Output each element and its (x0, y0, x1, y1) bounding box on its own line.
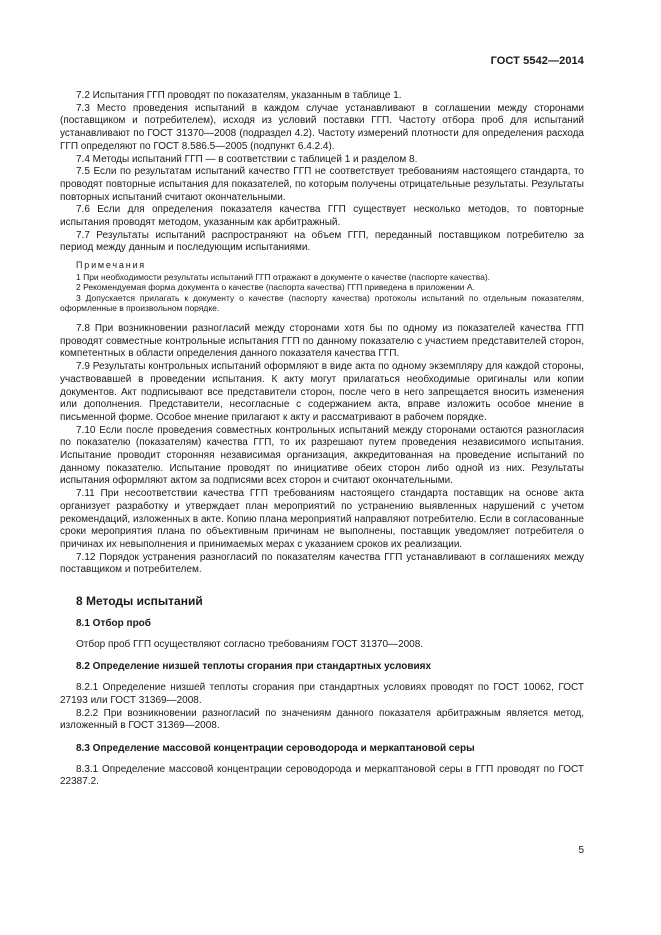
note-3: 3 Допускается прилагать к документу о качестве (паспорту качества) протоколы испытаний по отдельным показателям, оформленные в произвольном порядке. (60, 292, 584, 314)
clause-8-2-1: 8.2.1 Определение низшей теплоты сгорания при стандартных условиях проводят по ГОСТ 10062, ГОСТ 27193 или ГОСТ 31369—2008. (60, 682, 584, 706)
clause-7-7: 7.7 Результаты испытаний распространяют на объем ГГП, переданный поставщиком потребителю за период между данным и последующим испытаниями. (60, 229, 584, 254)
note-1: 1 При необходимости результаты испытаний ГГП отражают в документе о качестве (паспорте качества). (76, 271, 491, 282)
note-2: 2 Рекомендуемая форма документа о качестве (паспорта качества) ГГП приведена в приложении А. (76, 282, 475, 293)
clause-7-10: 7.10 Если после проведения совместных контрольных испытаний между сторонами остаются разногласия по показателю (показателям) качества ГГП, то их разрешают путем проведения независимого испытания. Испытание проводит сторонняя независимая организация, аккредитованная на проведение испытаний по данному показателю. Испытание проводят по инициативе обеих сторон либо одной из них. Результаты испытания оформляют актом за подписями всех сторон и считают окончательными. (60, 424, 584, 487)
clause-7-8: 7.8 При возникновении разногласий между сторонами хотя бы по одному из показателей качества ГГП проводят совместные контрольные испытания ГГП по данному показателю с участием представителей сторон, компетентных в области определения данного показателя качества ГГП. (60, 323, 584, 360)
clause-7-12: 7.12 Порядок устранения разногласий по показателям качества ГГП устанавливают в соглашениях между поставщиком и потребителем. (60, 551, 584, 576)
document-body (60, 90, 584, 789)
clause-7-11: 7.11 При несоответствии качества ГГП требованиям настоящего стандарта поставщик на основе акта организует разработку и утверждает план мероприятий по устранению выявленных нарушений с учетом рекомендаций, изложенных в акте. Копию плана мероприятий направляют потребителю. Если в согласованные сроки мероприятия плана по объективным причинам не выполнены, поставщик уведомляет потребителя о причинах их невыполнения и принимаемых мерах с указанием сроков их реализации. (60, 488, 584, 550)
clause-7-4: 7.4 Методы испытаний ГГП — в соответствии с таблицей 1 и разделом 8. (76, 153, 418, 165)
clause-7-3: 7.3 Место проведения испытаний в каждом случае устанавливают в соглашении между сторонами (поставщиком и потребителем), исходя из условий поставки ГГП. Частоту отбора проб для испытаний устанавливают по ГОСТ 31370—2008 (подраздел 4.2). Частоту измерений плотности для определения расхода ГГП определяют по ГОСТ 8.586.5—2005 (подпункт 6.4.2.4). (60, 102, 584, 152)
page-number: 5 (578, 845, 584, 856)
clause-7-5: 7.5 Если по результатам испытаний качество ГГП не соответствует требованиям настоящего стандарта, то проводят повторные испытания для показателей, по которым получены отрицательные результаты. Результаты повторных испытаний считают окончательными. (60, 166, 584, 203)
section-8-2-title: 8.2 Определение низшей теплоты сгорания при стандартных условиях (76, 661, 432, 673)
clause-7-6: 7.6 Если для определения показателя качества ГГП существует несколько методов, то повторные испытания проводят методом, указанным как арбитражный. (60, 204, 584, 229)
section-8-3-title: 8.3 Определение массовой концентрации сероводорода и меркаптановой серы (76, 743, 475, 754)
section-8-1-title: 8.1 Отбор проб (76, 618, 151, 630)
clause-7-2: 7.2 Испытания ГГП проводят по показателям, указанным в таблице 1. (76, 90, 402, 101)
notes-title: Примечания (76, 260, 146, 271)
document-header: ГОСТ 5542—2014 (490, 55, 584, 67)
clause-8-1-text: Отбор проб ГГП осуществляют согласно требованиям ГОСТ 31370—2008. (76, 638, 424, 650)
clause-8-3-1: 8.3.1 Определение массовой концентрации сероводорода и меркаптановой серы в ГГП проводят по ГОСТ 22387.2. (60, 763, 584, 788)
notes-block (60, 260, 584, 314)
clause-8-2-2: 8.2.2 При возникновении разногласий по значениям данного показателя арбитражным является метод, изложенный в ГОСТ 31369—2008. (60, 707, 584, 732)
section-8-title: 8 Методы испытаний (76, 594, 203, 609)
clause-7-9: 7.9 Результаты контрольных испытаний оформляют в виде акта по одному экземпляру для каждой стороны, участвовавшей в проведении испытания. К акту могут прилагаться необходимые оригиналы или копии документов. Акт подписывают все представители сторон, после чего в него запрещается вносить изменения или дополнения. Представители, несогласные с содержанием акта, вправе изложить особое мнение в письменной форме. Особое мнение прилагают к акту и рассматривают в рабочем порядке. (60, 361, 584, 423)
